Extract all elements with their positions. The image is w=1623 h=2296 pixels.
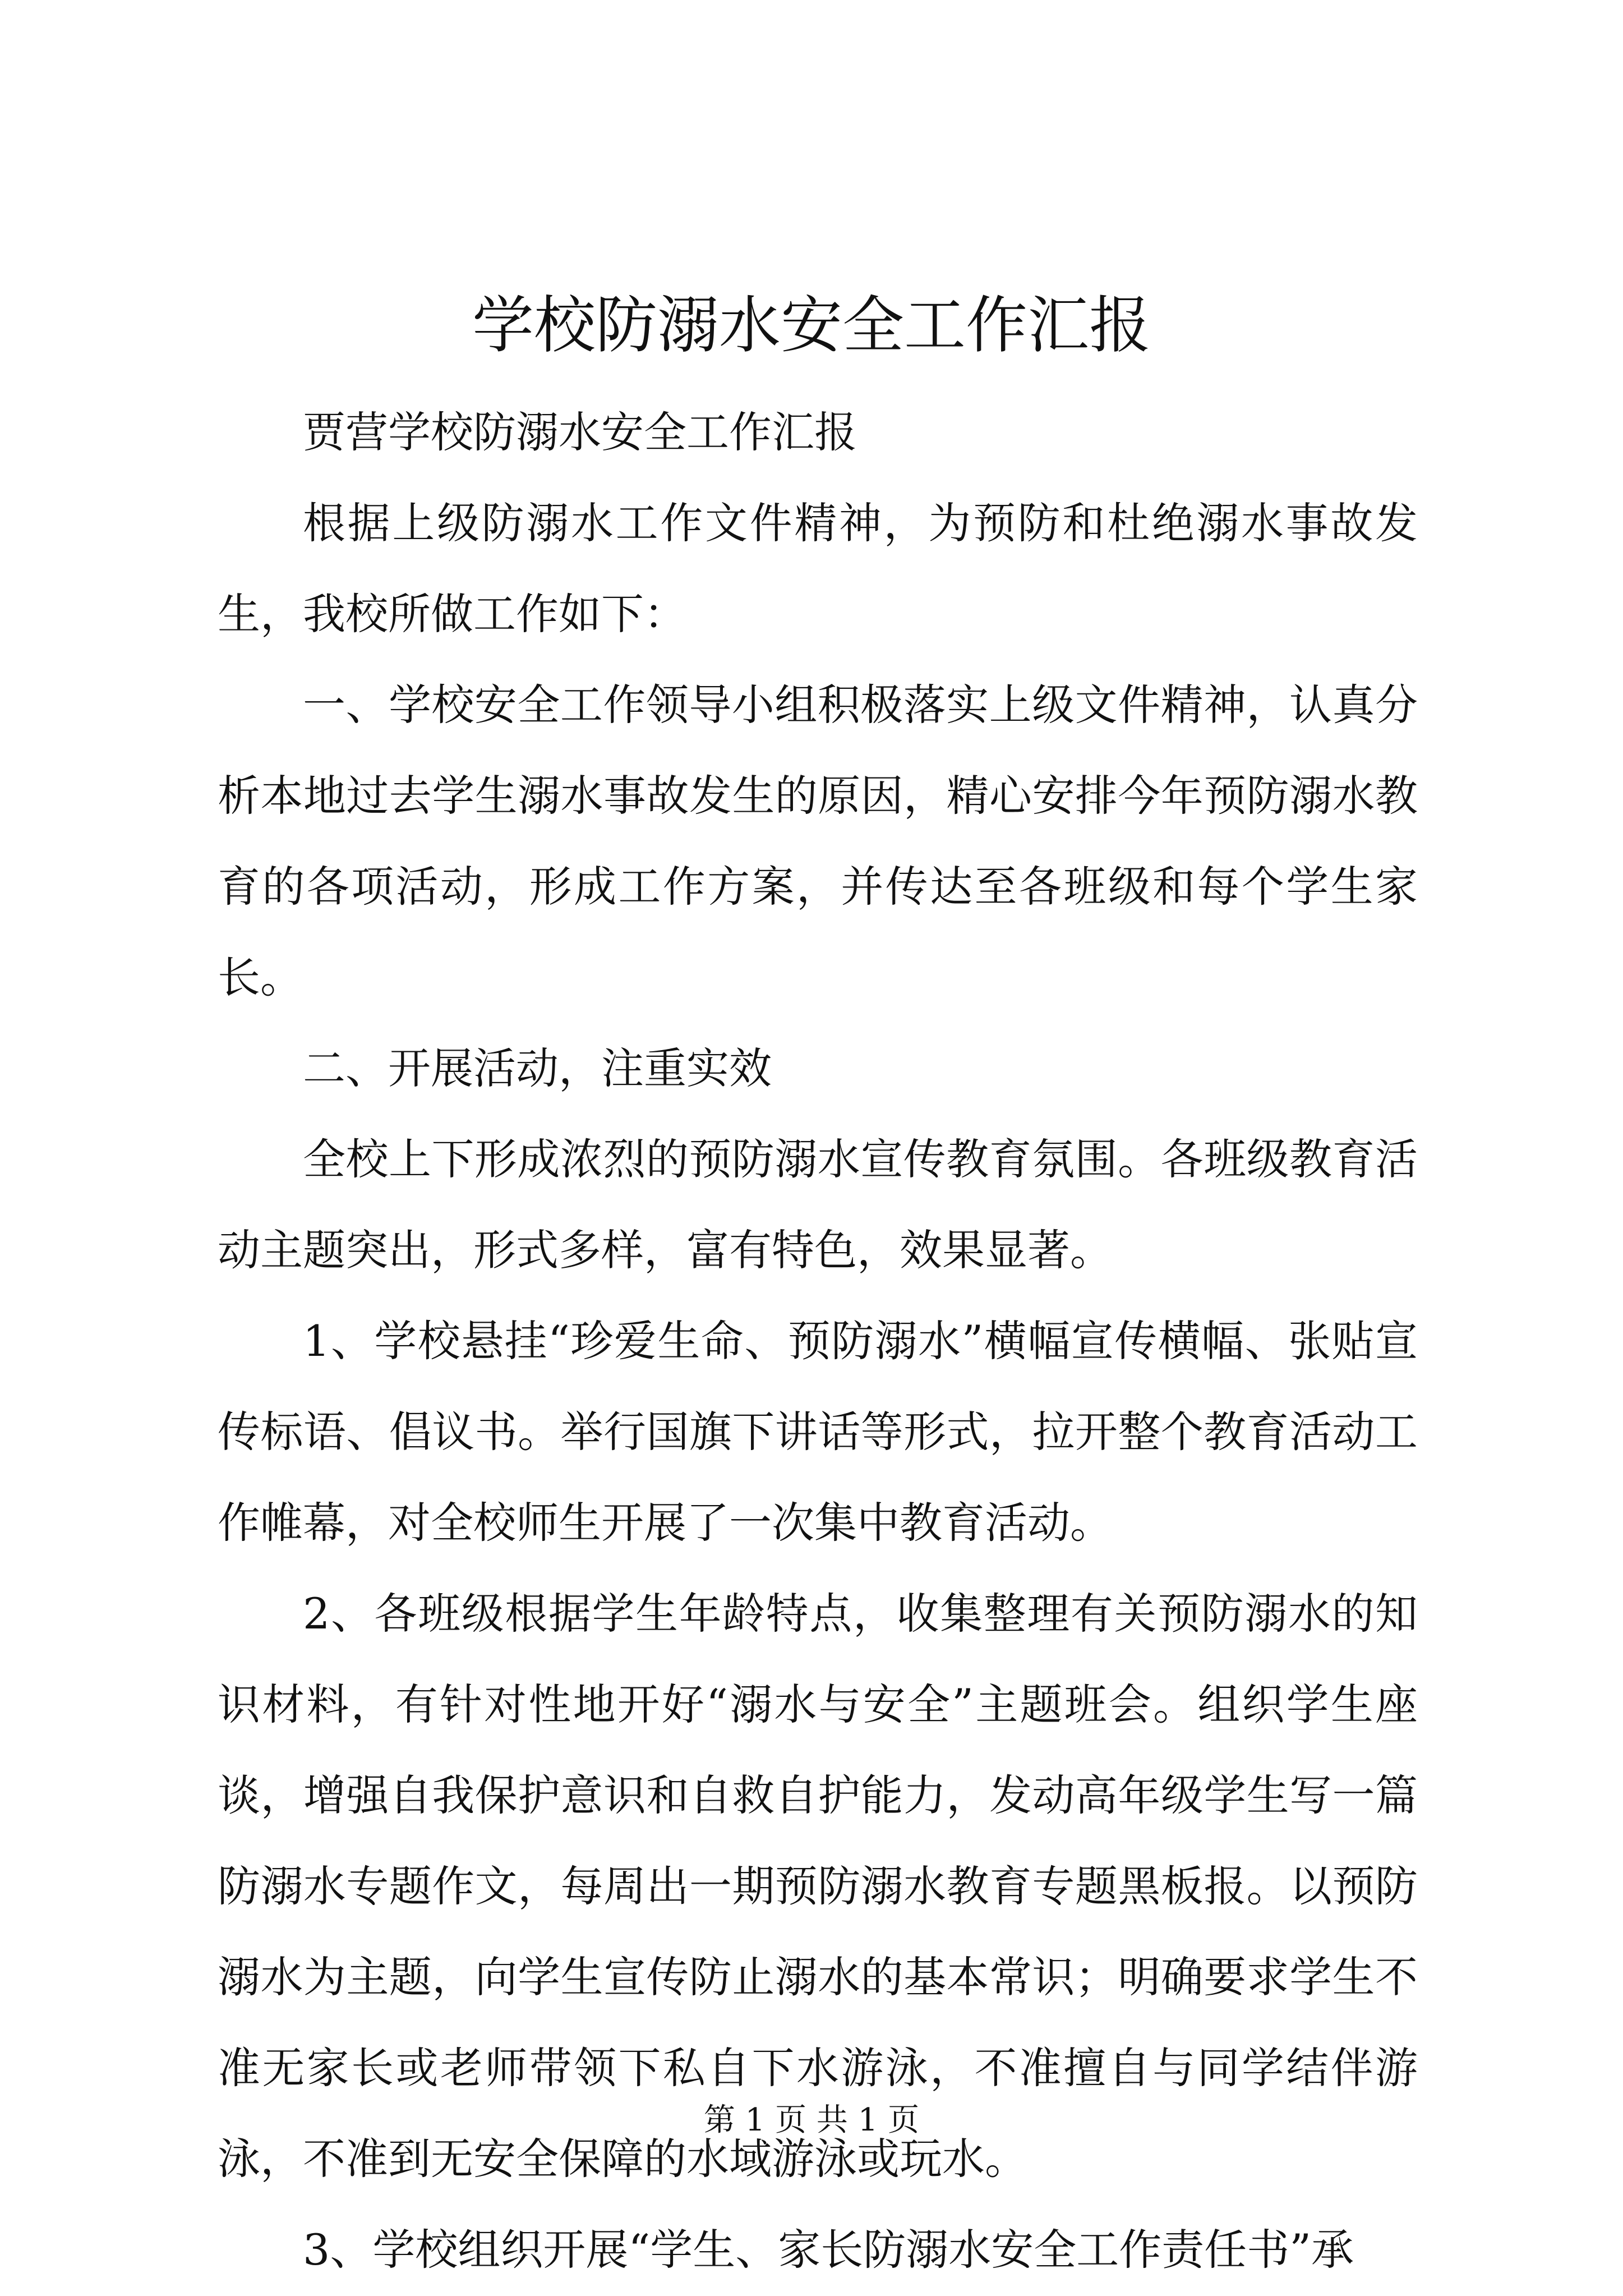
paragraph-section-2-summary: 全校上下形成浓烈的预防溺水宣传教育氛围。各班级教育活动主题突出，形式多样，富有特色，效果显著。 [218,1134,1418,1275]
document-body [218,387,1418,2295]
paragraph-intro: 根据上级防溺水工作文件精神，为预防和杜绝溺水事故发生，我校所做工作如下： [218,498,1418,639]
paragraph-subtitle: 贾营学校防溺水安全工作汇报 [303,407,857,457]
paragraph-item-2: 2、各班级根据学生年龄特点，收集整理有关预防溺水的知识材料，有针对性地开好“溺水与安全”主题班会。组织学生座谈，增强自我保护意识和自救自护能力，发动高年级学生写一篇防溺水专题作文，每周出一期预防溺水教育专题黑板报。以预防溺水为主题，向学生宣传防止溺水的基本常识；明确要求学生不准无家长或老师带领下私自下水游泳，不准擅自与同学结伴游泳，不准到无安全保障的水域游泳或玩水。 [218,1589,1418,2184]
page-number-footer: 第 1 页 共 1 页 [703,2102,920,2138]
paragraph-item-3: 3、学校组织开展“学生、家长防溺水安全工作责任书”承 [303,2225,1354,2275]
paragraph-section-2-heading: 二、开展活动，注重实效 [303,1043,772,1093]
paragraph-item-1: 1、学校悬挂“珍爱生命、预防溺水”横幅宣传横幅、张贴宣传标语、倡议书。举行国旗下讲话等形式，拉开整个教育活动工作帷幕，对全校师生开展了一次集中教育活动。 [218,1316,1418,1548]
document-title: 学校防溺水安全工作汇报 [472,289,1151,361]
paragraph-section-1: 一、学校安全工作领导小组积极落实上级文件精神，认真分析本地过去学生溺水事故发生的原因，精心安排今年预防溺水教育的各项活动，形成工作方案，并传达至各班级和每个学生家长。 [218,680,1418,1002]
